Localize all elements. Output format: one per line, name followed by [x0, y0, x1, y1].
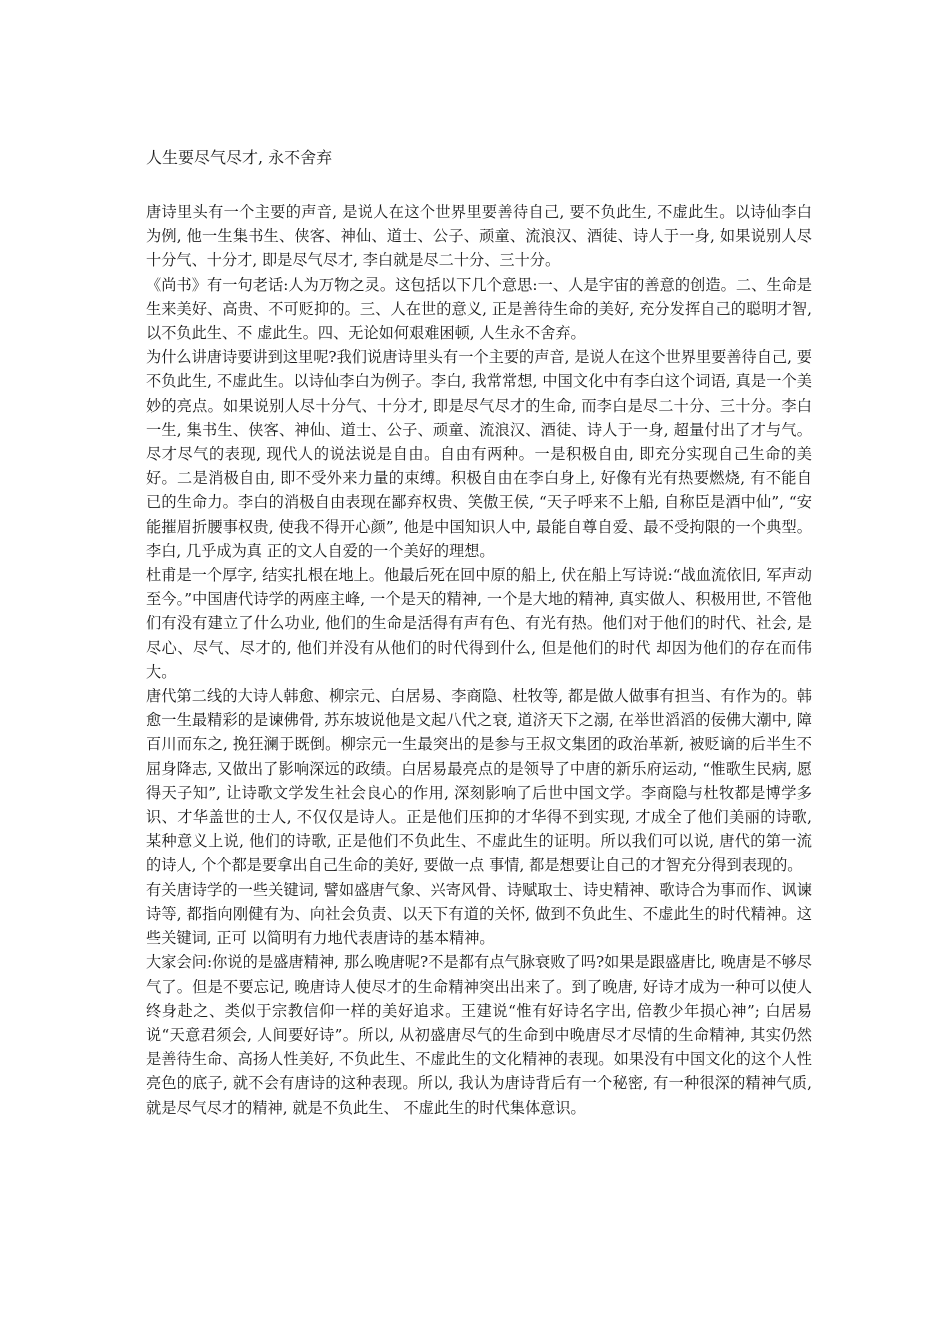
- paragraph: 有关唐诗学的一些关键词, 譬如盛唐气象、兴寄风骨、诗赋取士、诗史精神、歌诗合为事而作、讽谏诗等, 都指向刚健有为、向社会负责、以天下有道的关怀, 做到不负此生、不虚此生的时代精神。这些关键词, 正可 以简明有力地代表唐诗的基本精神。: [146, 880, 812, 948]
- paragraph: 大家会问:你说的是盛唐精神, 那么晚唐呢?不是都有点气脉衰败了吗?如果是跟盛唐比, 晚唐是不够尽气了。但是不要忘记, 晚唐诗人使尽才的生命精神突出出来了。到了晚唐, 好诗才成为一种可以使人终身赴之、类似于宗教信仰一样的美好追求。王建说“惟有好诗名字出, 倍教少年损心神”; 白居易说“天意君须会, 人间要好诗”。所以, 从初盛唐尽气的生命到中晚唐尽才尽情的生命精神, 其实仍然是善待生命、高扬人性美好, 不负此生、不虚此生的文化精神的表现。如果没有中国文化的这个人性亮色的底子, 就不会有唐诗的这种表现。所以, 我认为唐诗背后有一个秘密, 有一种很深的精神气质, 就是尽气尽才的精神, 就是不负此生、 不虚此生的时代集体意识。: [146, 953, 812, 1117]
- paragraph: 为什么讲唐诗要讲到这里呢?我们说唐诗里头有一个主要的声音, 是说人在这个世界里要善待自己, 要不负此生, 不虚此生。以诗仙李白为例子。李白, 我常常想, 中国文化中有李白这个词语, 真是一个美妙的亮点。如果说别人尽十分气、十分才, 即是尽气尽才的生命, 而李白是尽二十分、三十分。李白一生, 集书生、侠客、神仙、道士、公子、顽童、流浪汉、酒徒、诗人于一身, 超量付出了才与气。尽才尽气的表现, 现代人的说法说是自由。自由有两种。一是积极自由, 即充分实现自己生命的美好。二是消极自由, 即不受外来力量的束缚。积极自由在李白身上, 好像有光有热要燃烧, 有不能自已的生命力。李白的消极自由表现在鄙弃权贵、笑傲王侯, “天子呼来不上船, 自称臣是酒中仙”, “安能摧眉折腰事权贵, 使我不得开心颜”, 他是中国知识人中, 最能自尊自爱、最不受拘限的一个典型。李白, 几乎成为真 正的文人自爱的一个美好的理想。: [146, 348, 812, 560]
- paragraph: 唐诗里头有一个主要的声音, 是说人在这个世界里要善待自己, 要不负此生, 不虚此生。以诗仙李白为例, 他一生集书生、侠客、神仙、道士、公子、顽童、流浪汉、酒徒、诗人于一身, 如果说别人尽十分气、十分才, 即是尽气尽才, 李白就是尽二十分、三十分。: [146, 203, 812, 270]
- document-title: 人生要尽气尽才, 永不舍弃: [146, 148, 333, 167]
- paragraph: 《尚书》有一句老话:人为万物之灵。这包括以下几个意思:一、人是宇宙的善意的创造。二、生命是生来美好、高贵、不可贬抑的。三、人在世的意义, 正是善待生命的美好, 充分发挥自己的聪明才智, 以不负此生、不 虚此生。四、无论如何艰难困顿, 人生永不舍弃。: [146, 275, 812, 343]
- document-body: [146, 200, 812, 1120]
- paragraph: 杜甫是一个厚字, 结实扎根在地上。他最后死在回中原的船上, 伏在船上写诗说:“战血流依旧, 军声动至今。”中国唐代诗学的两座主峰, 一个是天的精神, 一个是大地的精神, 真实做人、积极用世, 不管他们有没有建立了什么功业, 他们的生命是活得有声有色、有光有热。他们对于他们的时代、社会, 是尽心、尽气、尽才的, 他们并没有从他们的时代得到什么, 但是他们的时代 却因为他们的存在而伟大。: [146, 566, 812, 681]
- paragraph: 唐代第二线的大诗人韩愈、柳宗元、白居易、李商隐、杜牧等, 都是做人做事有担当、有作为的。韩愈一生最精彩的是谏佛骨, 苏东坡说他是文起八代之衰, 道济天下之溺, 在举世滔滔的佞佛大潮中, 障百川而东之, 挽狂澜于既倒。柳宗元一生最突出的是参与王叔文集团的政治革新, 被贬谪的后半生不屈身降志, 又做出了影响深远的政绩。白居易最亮点的是领导了中唐的新乐府运动, “惟歌生民病, 愿得天子知”, 让诗歌文学发生社会良心的作用, 深刻影响了后世中国文学。李商隐与杜牧都是博学多识、才华盖世的士人, 不仅仅是诗人。正是他们压抑的才华得不到实现, 才成全了他们美丽的诗歌, 某种意义上说, 他们的诗歌, 正是他们不负此生、不虚此生的证明。所以我们可以说, 唐代的第一流的诗人, 个个都是要拿出自己生命的美好, 要做一点 事情, 都是想要让自己的才智充分得到表现的。: [146, 687, 812, 875]
